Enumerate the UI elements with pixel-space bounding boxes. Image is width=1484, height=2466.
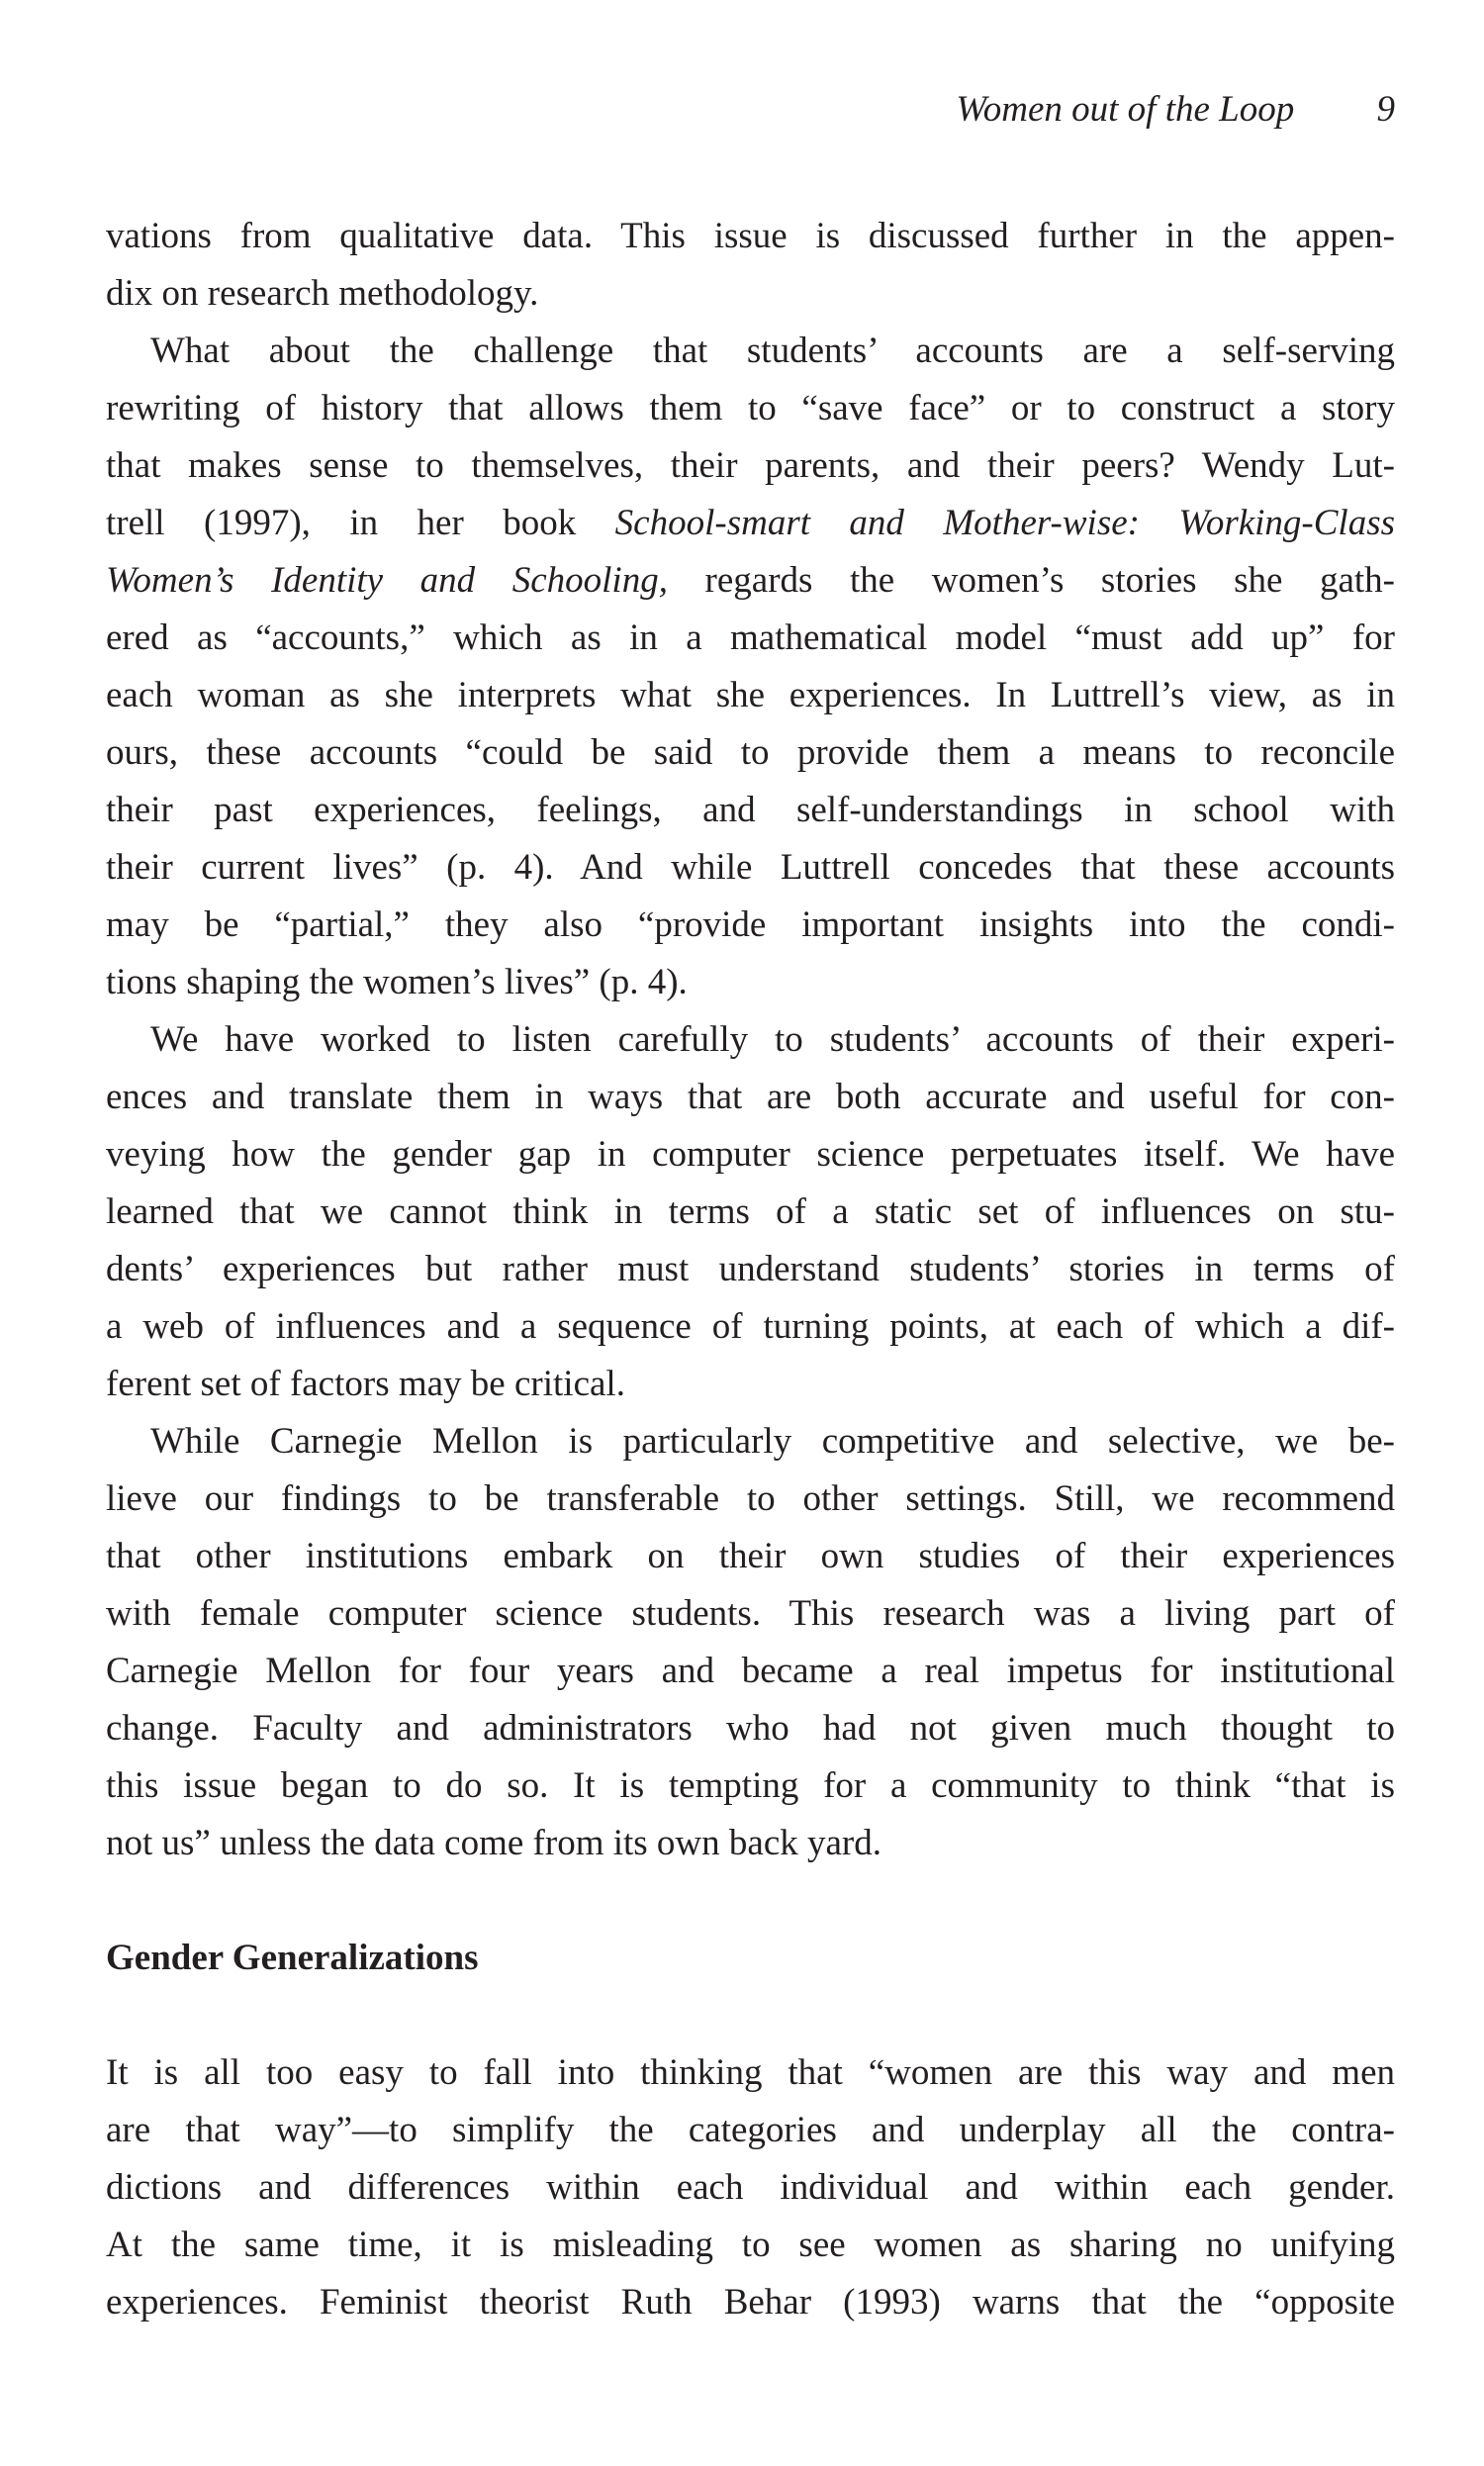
text-segment: dictions and differences within each individual and within each gender.	[106, 2167, 1395, 2208]
text-line	[106, 495, 1395, 552]
text-line	[106, 2102, 1395, 2159]
text-segment: lieve our findings to be transferable to other settings. Still, we recommend	[106, 1478, 1395, 1519]
text-segment: with female computer science students. This research was a living part of	[106, 1593, 1395, 1634]
text-line	[106, 782, 1395, 839]
text-line	[106, 1643, 1395, 1700]
running-head-title: Women out of the Loop	[956, 89, 1295, 130]
text-line	[106, 323, 1395, 380]
text-segment: veying how the gender gap in computer science perpetuates itself. We have	[106, 1134, 1395, 1175]
text-line	[106, 2044, 1395, 2102]
text-line	[106, 1011, 1395, 1069]
text-line	[106, 1298, 1395, 1356]
text-segment: may be “partial,” they also “provide important insights into the condi-	[106, 904, 1395, 945]
text-line	[106, 1241, 1395, 1298]
paragraph	[106, 323, 1395, 1011]
running-head	[956, 85, 1395, 135]
text-line	[106, 1069, 1395, 1126]
text-segment: trell (1997), in her book	[106, 503, 615, 543]
italic-title: School-smart and Mother-wise: Working-Class	[614, 503, 1395, 543]
text-line	[106, 2217, 1395, 2274]
text-line	[106, 552, 1395, 610]
text-line	[106, 2159, 1395, 2217]
text-segment: tions shaping the women’s lives” (p. 4).	[106, 962, 688, 1002]
text-line	[106, 1470, 1395, 1528]
text-segment: that makes sense to themselves, their parents, and their peers? Wendy Lut-	[106, 445, 1395, 486]
text-segment: not us” unless the data come from its own back yard.	[106, 1823, 881, 1863]
text-segment: Carnegie Mellon for four years and became a real impetus for institutional	[106, 1651, 1395, 1691]
text-segment: ences and translate them in ways that are both accurate and useful for con-	[106, 1077, 1395, 1117]
text-segment: are that way”—to simplify the categories and underplay all the contra-	[106, 2110, 1395, 2150]
text-line	[106, 954, 1395, 1011]
text-segment: experiences. Feminist theorist Ruth Behar (1993) warns that the “opposite	[106, 2282, 1395, 2323]
text-segment: rewriting of history that allows them to “save face” or to construct a story	[106, 388, 1395, 428]
text-segment: a web of influences and a sequence of turning points, at each of which a dif-	[106, 1306, 1395, 1347]
page-number: 9	[1376, 89, 1395, 130]
text-line	[106, 667, 1395, 724]
text-line	[106, 1585, 1395, 1643]
text-segment: dents’ experiences but rather must understand students’ stories in terms of	[106, 1249, 1395, 1289]
text-line	[106, 839, 1395, 897]
text-line	[106, 1184, 1395, 1241]
text-line	[106, 380, 1395, 437]
text-line	[106, 897, 1395, 954]
text-segment: It is all too easy to fall into thinking that “women are this way and men	[106, 2052, 1395, 2093]
text-line	[106, 265, 1395, 323]
paragraph	[106, 208, 1395, 323]
text-segment: ours, these accounts “could be said to provide them a means to reconcile	[106, 732, 1395, 773]
text-line	[106, 1413, 1395, 1470]
text-line	[106, 2274, 1395, 2331]
paragraph	[106, 1011, 1395, 1413]
text-segment: change. Faculty and administrators who had not given much thought to	[106, 1708, 1395, 1749]
text-segment: At the same time, it is misleading to see women as sharing no unifying	[106, 2225, 1395, 2265]
text-line	[106, 437, 1395, 495]
text-line	[106, 1528, 1395, 1585]
text-line	[106, 724, 1395, 782]
body-text	[106, 208, 1395, 2331]
text-segment: ered as “accounts,” which as in a mathematical model “must add up” for	[106, 617, 1395, 658]
text-segment: vations from qualitative data. This issue is discussed further in the appen-	[106, 216, 1395, 256]
text-segment: that other institutions embark on their own studies of their experiences	[106, 1536, 1395, 1576]
text-segment: We have worked to listen carefully to students’ accounts of their experi-	[150, 1019, 1395, 1060]
text-line	[106, 1356, 1395, 1413]
paragraph	[106, 2044, 1395, 2331]
text-line	[106, 208, 1395, 265]
section-heading: Gender Generalizations	[106, 1938, 479, 1978]
text-line	[106, 1815, 1395, 1872]
text-line	[106, 1700, 1395, 1757]
text-segment: While Carnegie Mellon is particularly competitive and selective, we be-	[150, 1421, 1395, 1462]
text-segment: dix on research methodology.	[106, 273, 539, 314]
text-segment: each woman as she interprets what she experiences. In Luttrell’s view, as in	[106, 675, 1395, 715]
paragraph	[106, 1413, 1395, 1872]
text-segment: ferent set of factors may be critical.	[106, 1364, 625, 1404]
text-segment: regards the women’s stories she gath-	[667, 560, 1395, 601]
text-segment: learned that we cannot think in terms of a static set of influences on stu-	[106, 1191, 1395, 1232]
text-line	[106, 1757, 1395, 1815]
italic-title: Women’s Identity and Schooling,	[106, 560, 668, 601]
text-line	[106, 1126, 1395, 1184]
text-line	[106, 610, 1395, 667]
text-segment: their past experiences, feelings, and self-understandings in school with	[106, 790, 1395, 830]
text-segment: their current lives” (p. 4). And while Luttrell concedes that these accounts	[106, 847, 1395, 888]
text-segment: What about the challenge that students’ accounts are a self-serving	[150, 331, 1395, 371]
text-segment: this issue began to do so. It is tempting for a community to think “that is	[106, 1765, 1395, 1806]
